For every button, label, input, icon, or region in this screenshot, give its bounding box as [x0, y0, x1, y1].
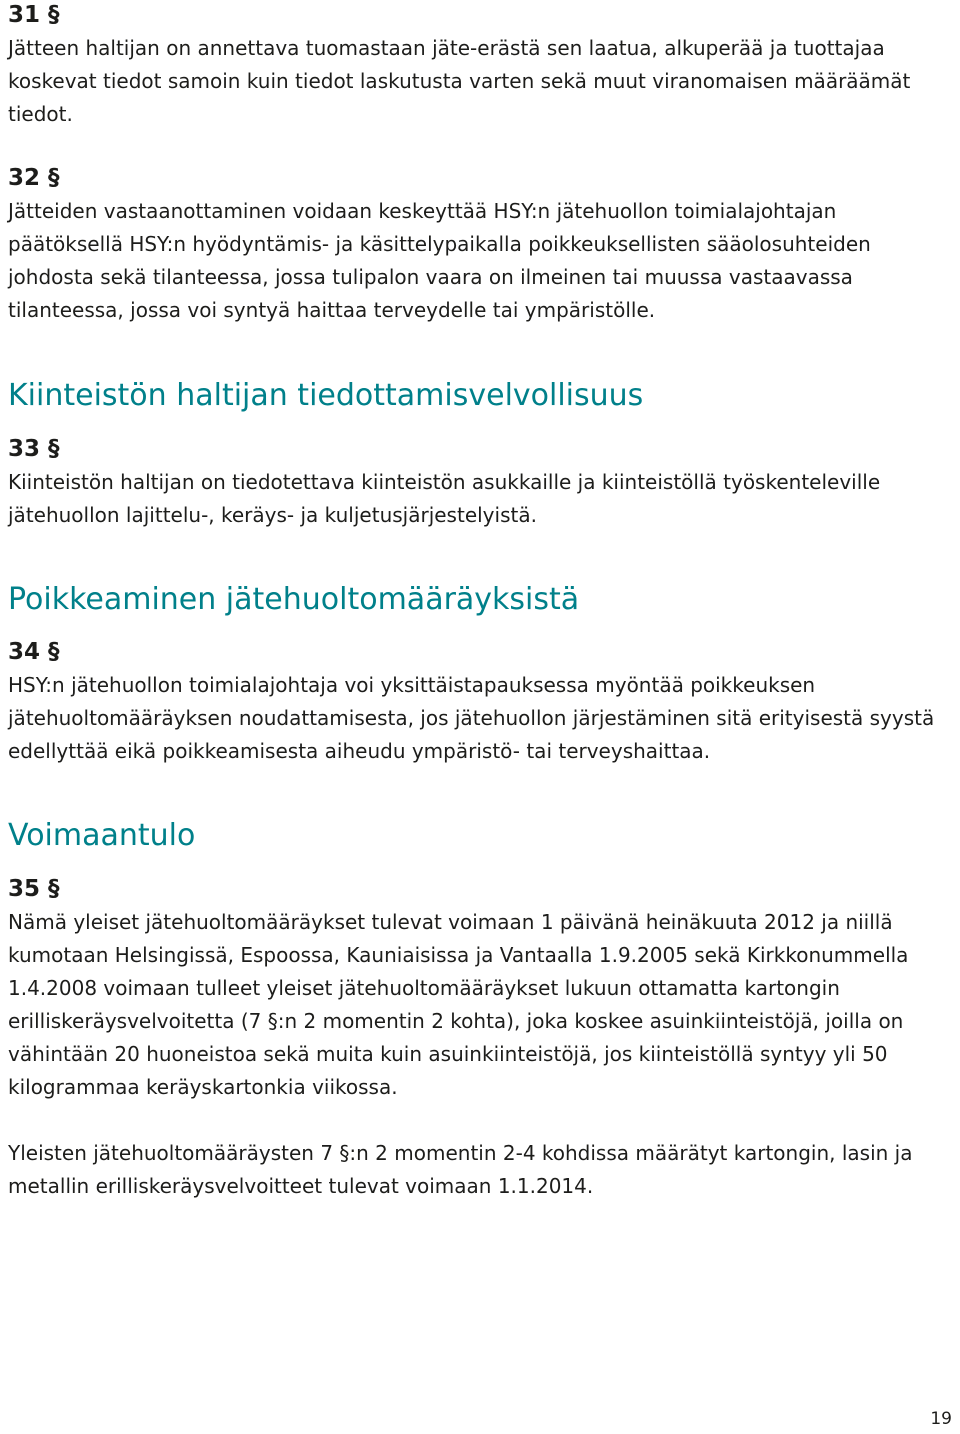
section-number: 31 § — [8, 2, 60, 28]
section-31 — [8, 0, 952, 131]
section-number: 33 § — [8, 436, 60, 462]
section-35 — [8, 874, 952, 1203]
section-33 — [8, 434, 952, 532]
heading-voimaantulo — [8, 816, 952, 856]
section-heading: Poikkeaminen jätehuoltomääräyksistä — [8, 582, 580, 617]
section-32 — [8, 163, 952, 327]
section-number: 35 § — [8, 876, 60, 902]
section-heading: Kiinteistön haltijan tiedottamisvelvollisuus — [8, 378, 644, 413]
section-text: Jätteen haltijan on annettava tuomastaan jäte-erästä sen laatua, alkuperää ja tuottajaa koskevat tiedot samoin kuin tiedot laskutusta varten sekä muut viranomaisen määräämät tiedot. — [8, 36, 911, 126]
section-number: 34 § — [8, 639, 60, 665]
section-text: Jätteiden vastaanottaminen voidaan keskeyttää HSY:n jätehuollon toimialajohtajan päätöksellä HSY:n hyödyntämis- ja käsittelypaikalla poikkeuksellisten sääolosuhteiden johdosta sekä tilanteessa, jossa tulipalon vaara on ilmeinen tai muussa vastaavassa tilanteessa, jossa voi syntyä haittaa terveydelle tai ympäristölle. — [8, 199, 871, 322]
heading-tiedottamisvelvollisuus — [8, 376, 952, 416]
section-text: Kiinteistön haltijan on tiedotettava kiinteistön asukkaille ja kiinteistöllä työskenteleville jätehuollon lajittelu-, keräys- ja kuljetusjärjestelyistä. — [8, 470, 881, 527]
section-text: Yleisten jätehuoltomääräysten 7 §:n 2 momentin 2-4 kohdissa määrätyt kartongin, lasin ja metallin erilliskeräysvelvoitteet tulevat voimaan 1.1.2014. — [8, 1141, 913, 1198]
section-34 — [8, 637, 952, 768]
heading-poikkeaminen — [8, 580, 952, 620]
section-number: 32 § — [8, 165, 60, 191]
page-number: 19 — [930, 1409, 952, 1429]
section-text: Nämä yleiset jätehuoltomääräykset tulevat voimaan 1 päivänä heinäkuuta 2012 ja niillä kumotaan Helsingissä, Espoossa, Kauniaisissa ja Vantaalla 1.9.2005 sekä Kirkkonummella 1.4.2008 voimaan tulleet yleiset jätehuoltomääräykset lukuun ottamatta kartongin erilliskeräysvelvoitetta (7 §:n 2 momentin 2 kohta), joka koskee asuinkiinteistöjä, joilla on vähintään 20 huoneistoa sekä muita kuin asuinkiinteistöjä, jos kiinteistöllä syntyy yli 50 kilogrammaa keräyskartonkia viikossa. — [8, 910, 909, 1099]
section-heading: Voimaantulo — [8, 818, 196, 853]
section-text: HSY:n jätehuollon toimialajohtaja voi yksittäistapauksessa myöntää poikkeuksen jätehuoltomääräyksen noudattamisesta, jos jätehuollon järjestäminen sitä erityisestä syystä edellyttää eikä poikkeamisesta aiheudu ympäristö- tai terveyshaittaa. — [8, 673, 935, 763]
